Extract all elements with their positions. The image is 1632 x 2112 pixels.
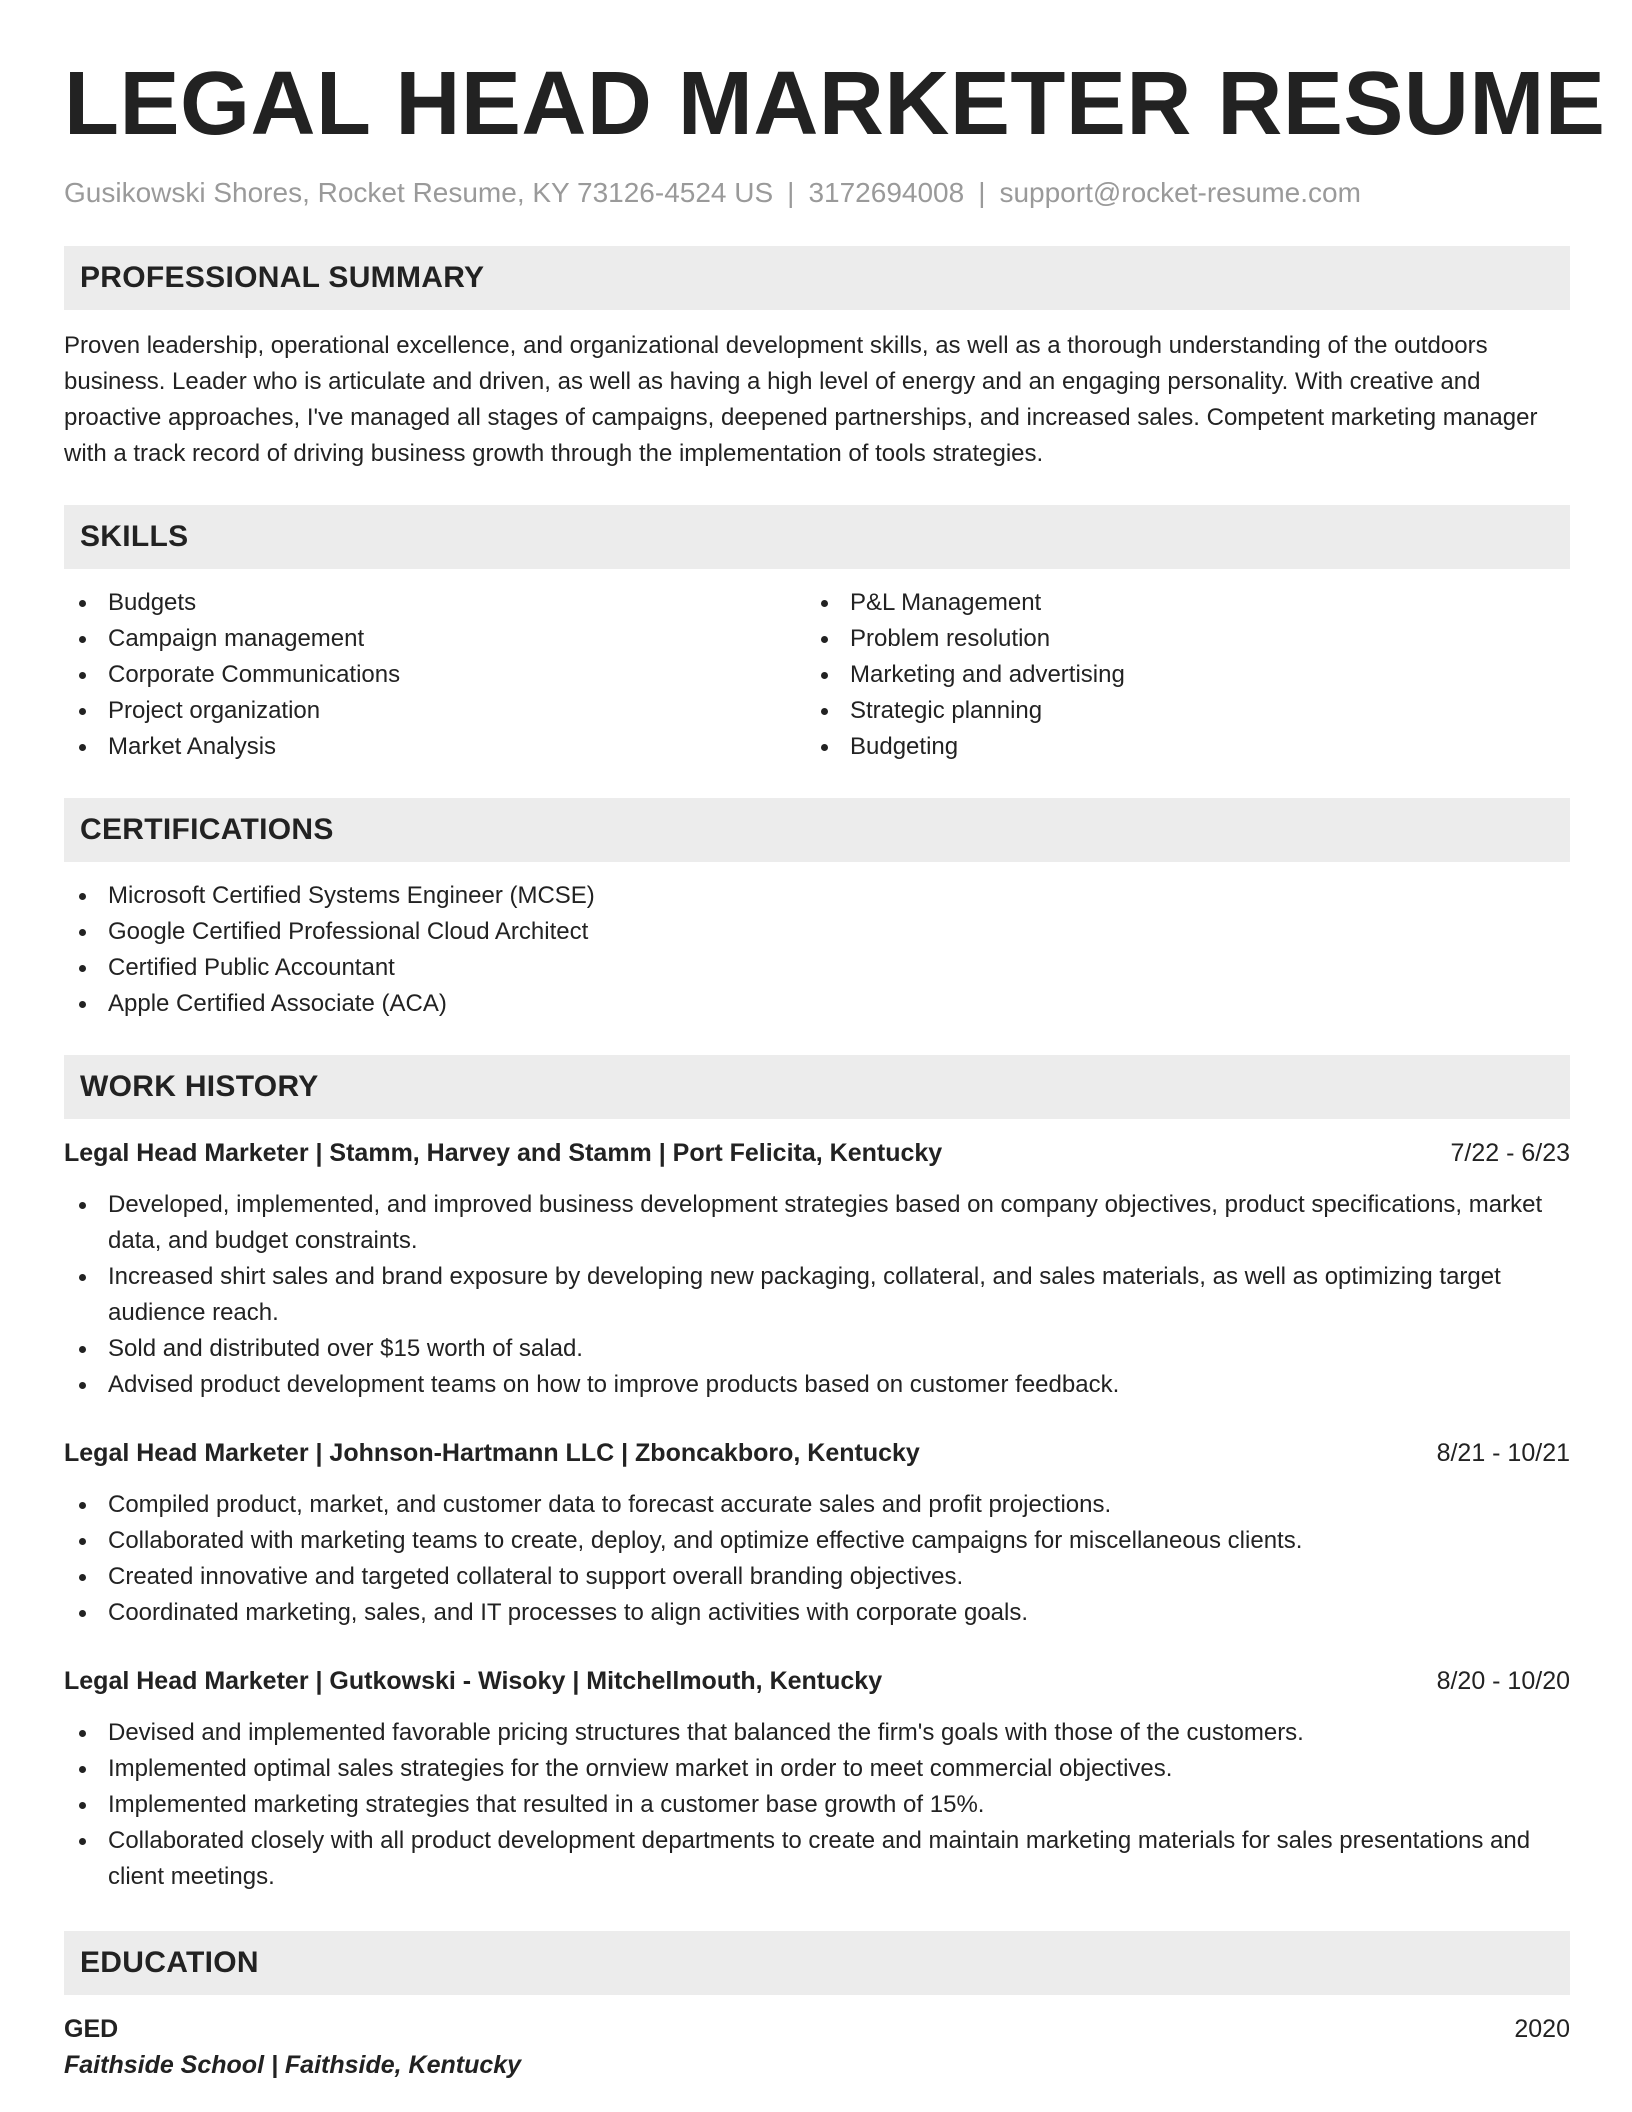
education-year: 2020 xyxy=(1514,2015,1570,2043)
job-header xyxy=(64,1135,1570,1171)
job-bullet: Devised and implemented favorable pricing structures that balanced the firm's goals with those of the customers. xyxy=(64,1715,1570,1751)
certification-item: Certified Public Accountant xyxy=(64,950,1570,986)
education-school: Faithside School | Faithside, Kentucky xyxy=(64,2051,522,2079)
job-dates: 8/20 - 10/20 xyxy=(1436,1667,1570,1695)
education-degree: GED xyxy=(64,2015,119,2043)
education-header xyxy=(64,2011,1570,2047)
job-title: Legal Head Marketer | Stamm, Harvey and Stamm | Port Felicita, Kentucky xyxy=(64,1139,943,1167)
job-entry xyxy=(64,1135,1570,1403)
skill-item: Marketing and advertising xyxy=(806,657,1548,693)
job-bullet: Sold and distributed over $15 worth of salad. xyxy=(64,1331,1570,1367)
job-bullet: Developed, implemented, and improved business development strategies based on company objectives, product specifications, market data, and budget constraints. xyxy=(64,1187,1570,1259)
job-bullets xyxy=(64,1487,1570,1631)
job-bullet: Advised product development teams on how to improve products based on customer feedback. xyxy=(64,1367,1570,1403)
section-heading-education: EDUCATION xyxy=(64,1931,1570,1995)
job-bullets xyxy=(64,1187,1570,1403)
skill-item: Problem resolution xyxy=(806,621,1548,657)
job-dates: 7/22 - 6/23 xyxy=(1450,1139,1570,1167)
contact-address: Gusikowski Shores, Rocket Resume, KY 73126-4524 US xyxy=(64,177,774,208)
job-bullet: Created innovative and targeted collateral to support overall branding objectives. xyxy=(64,1559,1570,1595)
job-title: Legal Head Marketer | Gutkowski - Wisoky | Mitchellmouth, Kentucky xyxy=(64,1667,883,1695)
job-bullet: Increased shirt sales and brand exposure by developing new packaging, collateral, and sales materials, as well as optimizing target audience reach. xyxy=(64,1259,1570,1331)
contact-separator: | xyxy=(978,177,986,208)
skills-column-left xyxy=(64,585,806,765)
certifications-list xyxy=(64,878,1570,1022)
job-bullet: Implemented marketing strategies that resulted in a customer base growth of 15%. xyxy=(64,1787,1570,1823)
job-header xyxy=(64,1663,1570,1699)
skills-list xyxy=(64,585,1570,765)
skill-item: Campaign management xyxy=(64,621,806,657)
skill-item: Corporate Communications xyxy=(64,657,806,693)
skill-item: Strategic planning xyxy=(806,693,1548,729)
certification-item: Apple Certified Associate (ACA) xyxy=(64,986,1570,1022)
contact-email: support@rocket-resume.com xyxy=(999,177,1361,208)
resume-title: LEGAL HEAD MARKETER RESUME xyxy=(64,54,1606,154)
skill-item: Budgets xyxy=(64,585,806,621)
job-bullet: Implemented optimal sales strategies for the ornview market in order to meet commercial objectives. xyxy=(64,1751,1570,1787)
skill-item: Project organization xyxy=(64,693,806,729)
job-bullet: Collaborated closely with all product development departments to create and maintain marketing materials for sales presentations and client meetings. xyxy=(64,1823,1570,1895)
contact-line xyxy=(64,176,1570,210)
job-entry xyxy=(64,1663,1570,1895)
job-title: Legal Head Marketer | Johnson-Hartmann LLC | Zboncakboro, Kentucky xyxy=(64,1439,920,1467)
job-header xyxy=(64,1435,1570,1471)
skills-column-right xyxy=(806,585,1548,765)
job-bullets xyxy=(64,1715,1570,1895)
certification-item: Google Certified Professional Cloud Architect xyxy=(64,914,1570,950)
contact-separator: | xyxy=(787,177,795,208)
section-heading-certifications: CERTIFICATIONS xyxy=(64,798,1570,862)
skill-item: P&L Management xyxy=(806,585,1548,621)
job-bullet: Collaborated with marketing teams to create, deploy, and optimize effective campaigns for miscellaneous clients. xyxy=(64,1523,1570,1559)
job-bullet: Compiled product, market, and customer data to forecast accurate sales and profit projections. xyxy=(64,1487,1570,1523)
section-heading-summary: PROFESSIONAL SUMMARY xyxy=(64,246,1570,310)
job-dates: 8/21 - 10/21 xyxy=(1436,1439,1570,1467)
contact-phone: 3172694008 xyxy=(808,177,965,208)
section-heading-skills: SKILLS xyxy=(64,505,1570,569)
job-bullet: Coordinated marketing, sales, and IT processes to align activities with corporate goals. xyxy=(64,1595,1570,1631)
certification-item: Microsoft Certified Systems Engineer (MCSE) xyxy=(64,878,1570,914)
skill-item: Market Analysis xyxy=(64,729,806,765)
skill-item: Budgeting xyxy=(806,729,1548,765)
job-entry xyxy=(64,1435,1570,1631)
summary-text: Proven leadership, operational excellence, and organizational development skills, as well as a thorough understanding of the outdoors business. Leader who is articulate and driven, as well as having a high level of energy and an engaging personality. With creative and proactive approaches, I've managed all stages of campaigns, deepened partnerships, and increased sales. Competent marketing manager with a track record of driving business growth through the implementation of tools strategies. xyxy=(64,332,1538,467)
section-heading-work-history: WORK HISTORY xyxy=(64,1055,1570,1119)
